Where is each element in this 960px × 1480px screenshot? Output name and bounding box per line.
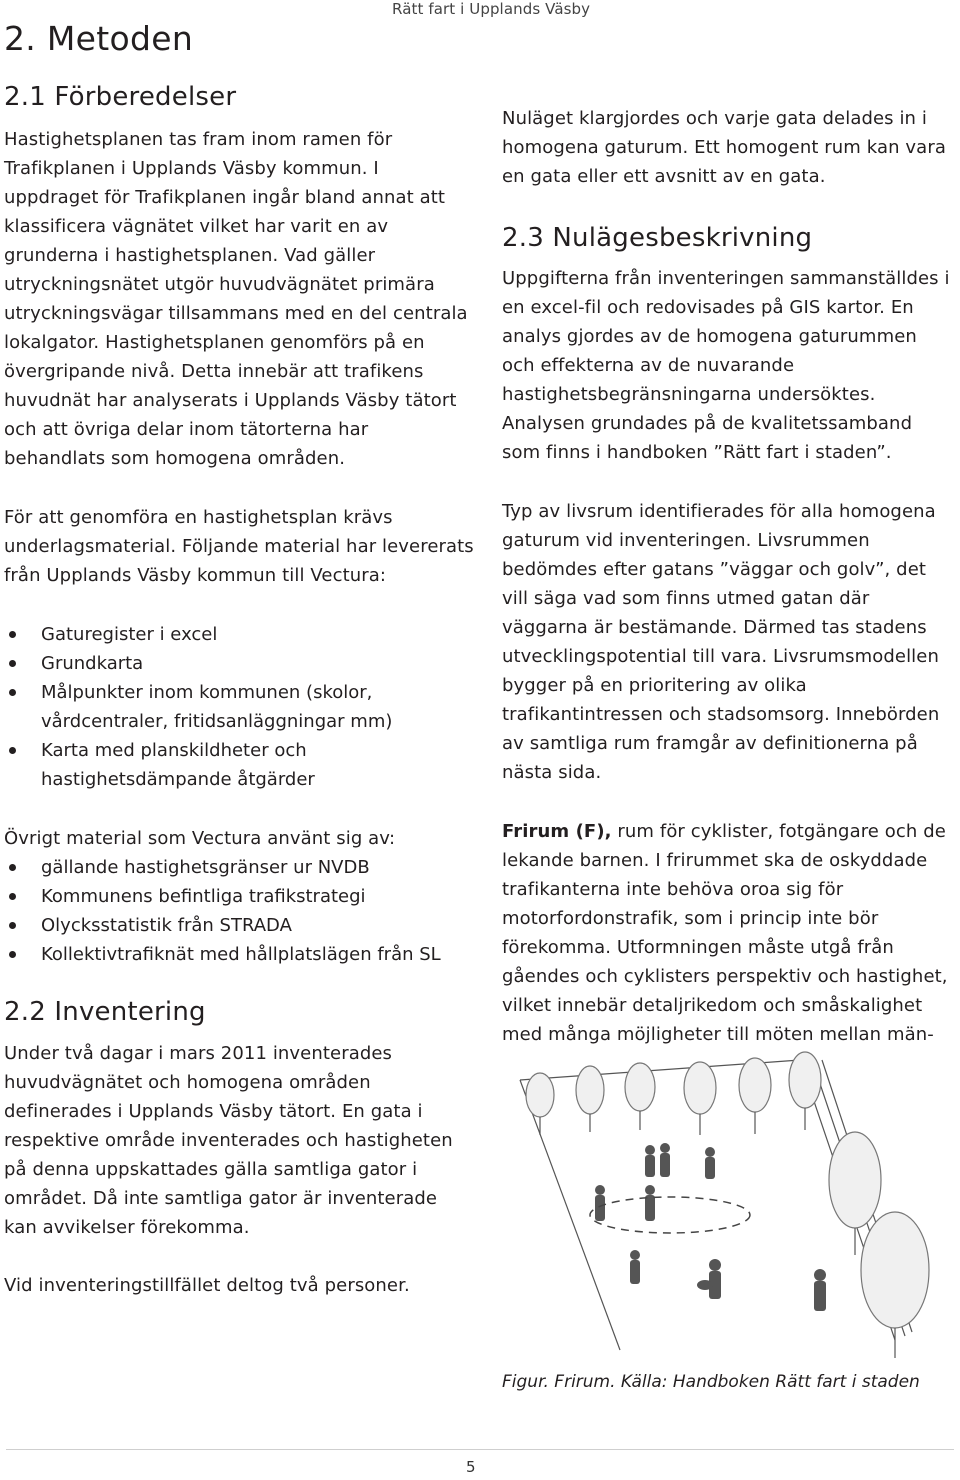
list-ovrigt <box>4 853 474 969</box>
footer-divider <box>6 1449 954 1450</box>
right-column <box>502 104 954 1049</box>
paragraph-inventering: Under två dagar i mars 2011 inventerades huvudvägnätet och homogena områden definerades i Upplands Väsby tätort. En gata i respektive område inventerades och hastigheten på denna uppskattades gälla samtliga gator i området. Då inte samtliga gator är inventerade kan avvikelser förekomma. <box>4 1043 453 1238</box>
list-material <box>4 620 474 794</box>
figure-caption: Figur. Frirum. Källa: Handboken Rätt fart i staden <box>502 1372 920 1392</box>
list-item: Gaturegister i excel <box>41 620 474 649</box>
frirum-continuation: med många möjligheter till möten mellan män- <box>502 1024 934 1045</box>
frirum-illustration <box>500 1040 950 1360</box>
list-item: gällande hastighetsgränser ur NVDB <box>41 853 474 882</box>
section-heading-2-3: 2.3 Nulägesbeskrivning <box>502 223 813 253</box>
paragraph-personer: Vid inventeringstillfället deltog två personer. <box>4 1275 410 1296</box>
paragraph-nulaget: Nuläget klargjordes och varje gata delades in i homogena gaturum. Ett homogent rum kan vara en gata eller ett avsnitt av en gata. <box>502 108 946 187</box>
list-item: Grundkarta <box>41 649 474 678</box>
list-item: Kommunens befintliga trafikstrategi <box>41 882 474 911</box>
list-item: Kollektivtrafiknät med hållplatslägen från SL <box>41 940 474 969</box>
section-heading-2-1: 2.1 Förberedelser <box>4 82 237 112</box>
chapter-heading: 2. Metoden <box>4 19 194 58</box>
paragraph-ovrigt: Övrigt material som Vectura använt sig av: <box>4 828 396 849</box>
paragraph-underlag: För att genomföra en hastighetsplan krävs underlagsmaterial. Följande material har levererats från Upplands Väsby kommun till Vectura: <box>4 507 474 586</box>
paragraph-livsrum: Typ av livsrum identifierades för alla homogena gaturum vid inventeringen. Livsrummen bedömdes efter gatans ”väggar och golv”, det vill säga vad som finns utmed gatan där väggarna är bestämande. Därmed tas stadens utvecklingspotential till vara. Livsrumsmodellen bygger på en prioritering av olika trafikantintressen och stadsomsorg. Innebörden av samtliga rum framgår av definitionerna på nästa sida. <box>502 501 940 783</box>
page-number: 5 <box>466 1458 476 1476</box>
street-scene-drawing <box>500 1040 950 1360</box>
running-header: Rätt fart i Upplands Väsby <box>392 0 591 18</box>
list-item: Karta med planskildheter och hastighetsdämpande åtgärder <box>41 736 474 794</box>
left-column <box>4 16 474 1300</box>
list-item: Målpunkter inom kommunen (skolor, vårdcentraler, fritidsanläggningar mm) <box>41 678 474 736</box>
frirum-definition: rum för cyklister, fotgängare och de lekande barnen. I frirummet ska de oskyddade trafikanterna inte behöva oroa sig för motorfordonstrafik, som i princip inte bör förekomma. Utformningen måste utgå från gåendes och cyklisters perspektiv och hastighet, vilket innebär detaljrikedom och småskalighet <box>502 821 948 1016</box>
tree-row <box>526 1052 929 1358</box>
people-figures <box>595 1143 826 1311</box>
term-frirum: Frirum (F), <box>502 821 612 842</box>
paragraph-forberedelser: Hastighetsplanen tas fram inom ramen för Trafikplanen i Upplands Väsby kommun. I uppdraget för Trafikplanen ingår bland annat att klassificera vägnätet vilket har varit en av grunderna i hastighetsplanen. Vad gäller utryckningsnätet utgör huvudvägnätet primära utryckningsvägar tillsammans med en del centrala lokalgator. Hastighetsplanen genomförs på en övergripande nivå. Detta innebär att trafikens huvudnät har analyserats i Upplands Väsby tätort och att övriga delar inom tätorterna har behandlats som homogena områden. <box>4 129 468 469</box>
paragraph-nulagesbeskrivning: Uppgifterna från inventeringen sammanställdes i en excel-fil och redovisades på GIS kartor. En analys gjordes av de homogena gaturummen och effekterna av de nuvarande hastighetsbegränsningarna undersöktes. Analysen grundades på de kvalitetssamband som finns i handboken ”Rätt fart i staden”. <box>502 268 950 463</box>
section-heading-2-2: 2.2 Inventering <box>4 997 206 1027</box>
paragraph-frirum <box>502 817 954 1049</box>
list-item: Olycksstatistik från STRADA <box>41 911 474 940</box>
